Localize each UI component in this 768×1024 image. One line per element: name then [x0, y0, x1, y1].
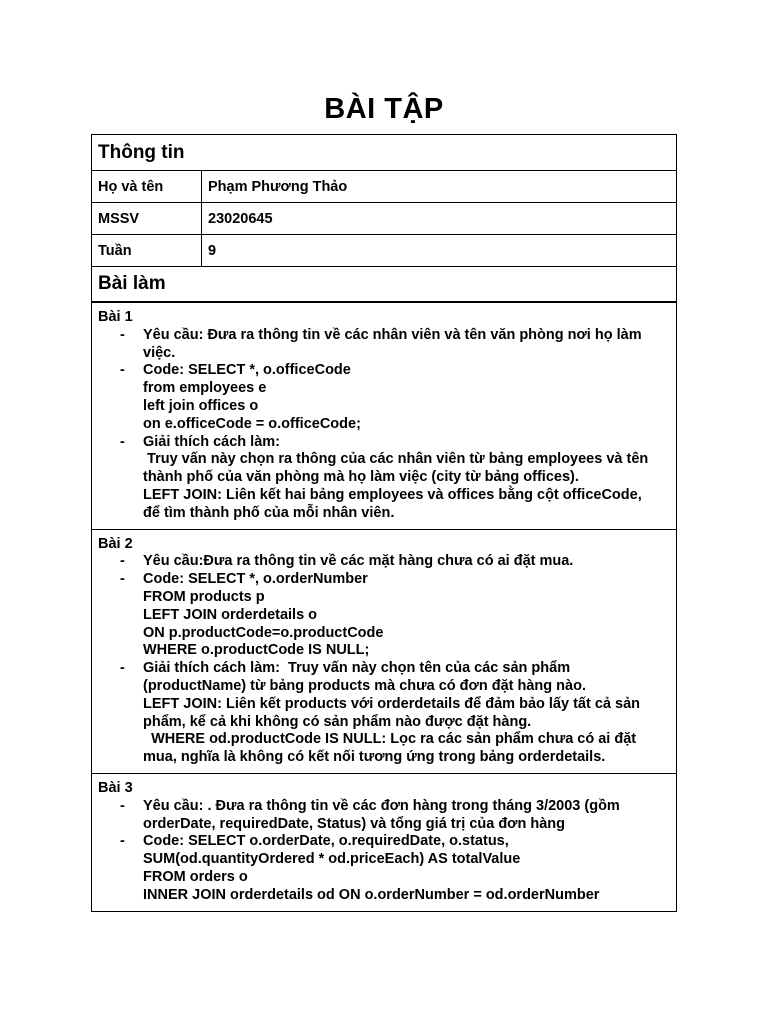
info-row-student-id [92, 203, 676, 235]
item-line: ON p.productCode=o.productCode [143, 624, 384, 641]
bullet-dash: - [120, 362, 125, 379]
item-line: on e.officeCode = o.officeCode; [143, 415, 361, 432]
task-block [92, 774, 676, 911]
info-label: Họ và tên [92, 171, 202, 202]
item-line: mua, nghĩa là không có kết nối tương ứng trong bảng orderdetails. [143, 749, 606, 766]
item-line: left join offices o [143, 397, 259, 414]
item-line: INNER JOIN orderdetails od ON o.orderNumber = od.orderNumber [143, 886, 600, 903]
item-line: from employees e [143, 380, 267, 397]
info-value: Phạm Phương Thảo [208, 178, 348, 195]
item-line: để tìm thành phố của mỗi nhân viên. [143, 504, 395, 521]
item-line: LEFT JOIN orderdetails o [143, 606, 318, 623]
task-item [98, 660, 668, 767]
info-label: MSSV [92, 203, 202, 234]
item-line: orderDate, requiredDate, Status) và tổng giá trị của đơn hàng [143, 815, 566, 832]
bullet-dash: - [120, 797, 125, 814]
item-line: LEFT JOIN: Liên kết products với orderdetails để đảm bảo lấy tất cả sản [143, 695, 640, 712]
item-line: phẩm, kể cả khi không có sản phẩm nào được đặt hàng. [143, 713, 532, 730]
info-row-name [92, 171, 676, 203]
task-items [98, 327, 668, 523]
task-item [98, 362, 668, 433]
task-block [92, 530, 676, 774]
bullet-dash: - [120, 433, 125, 450]
task-items [98, 798, 668, 905]
item-line: WHERE o.productCode IS NULL; [143, 642, 370, 659]
info-row-week [92, 235, 676, 267]
item-line: việc. [143, 344, 176, 361]
page-title: BÀI TẬP [324, 93, 444, 125]
info-value: 9 [208, 242, 217, 259]
item-line: Code: SELECT o.orderDate, o.requiredDate, o.status, [143, 833, 509, 850]
task-items [98, 553, 668, 767]
info-heading: Thông tin [92, 135, 676, 171]
item-line: Giải thích cách làm: [143, 433, 280, 450]
task-item [98, 833, 668, 904]
task-block [92, 303, 676, 530]
item-line: Yêu cầu:Đưa ra thông tin về các mặt hàng chưa có ai đặt mua. [143, 553, 574, 570]
info-value: 23020645 [208, 210, 273, 227]
task-list [92, 303, 676, 911]
bullet-dash: - [120, 660, 125, 677]
item-line: WHERE od.productCode IS NULL: Lọc ra các sản phẩm chưa có ai đặt [143, 731, 637, 748]
item-line: (productName) từ bảng products mà chưa có đơn đặt hàng nào. [143, 677, 586, 694]
task-item [98, 553, 668, 571]
bullet-dash: - [120, 571, 125, 588]
item-line: SUM(od.quantityOrdered * od.priceEach) AS totalValue [143, 851, 521, 868]
item-line: Giải thích cách làm: Truy vấn này chọn tên của các sản phẩm [143, 660, 571, 677]
task-item [98, 434, 668, 523]
item-line: Truy vấn này chọn ra thông của các nhân viên từ bảng employees và tên [143, 451, 649, 468]
item-line: Code: SELECT *, o.officeCode [143, 362, 351, 379]
task-item [98, 798, 668, 834]
task-title: Bài 1 [98, 309, 133, 325]
item-line: Yêu cầu: . Đưa ra thông tin về các đơn hàng trong tháng 3/2003 (gồm [143, 797, 620, 814]
item-line: Code: SELECT *, o.orderNumber [143, 571, 368, 588]
work-heading: Bài làm [92, 267, 676, 303]
bullet-dash: - [120, 833, 125, 850]
task-title: Bài 3 [98, 779, 133, 796]
info-label: Tuần [92, 235, 202, 266]
bullet-dash: - [120, 326, 125, 343]
assignment-table [91, 134, 677, 912]
task-title: Bài 2 [98, 535, 133, 552]
item-line: FROM products p [143, 588, 265, 605]
item-line: LEFT JOIN: Liên kết hai bảng employees và offices bằng cột officeCode, [143, 486, 642, 503]
bullet-dash: - [120, 553, 125, 570]
task-item [98, 571, 668, 660]
item-line: Yêu cầu: Đưa ra thông tin về các nhân viên và tên văn phòng nơi họ làm [143, 326, 642, 343]
item-line: FROM orders o [143, 868, 248, 885]
item-line: thành phố của văn phòng mà họ làm việc (city từ bảng offices). [143, 469, 579, 486]
task-item [98, 327, 668, 363]
